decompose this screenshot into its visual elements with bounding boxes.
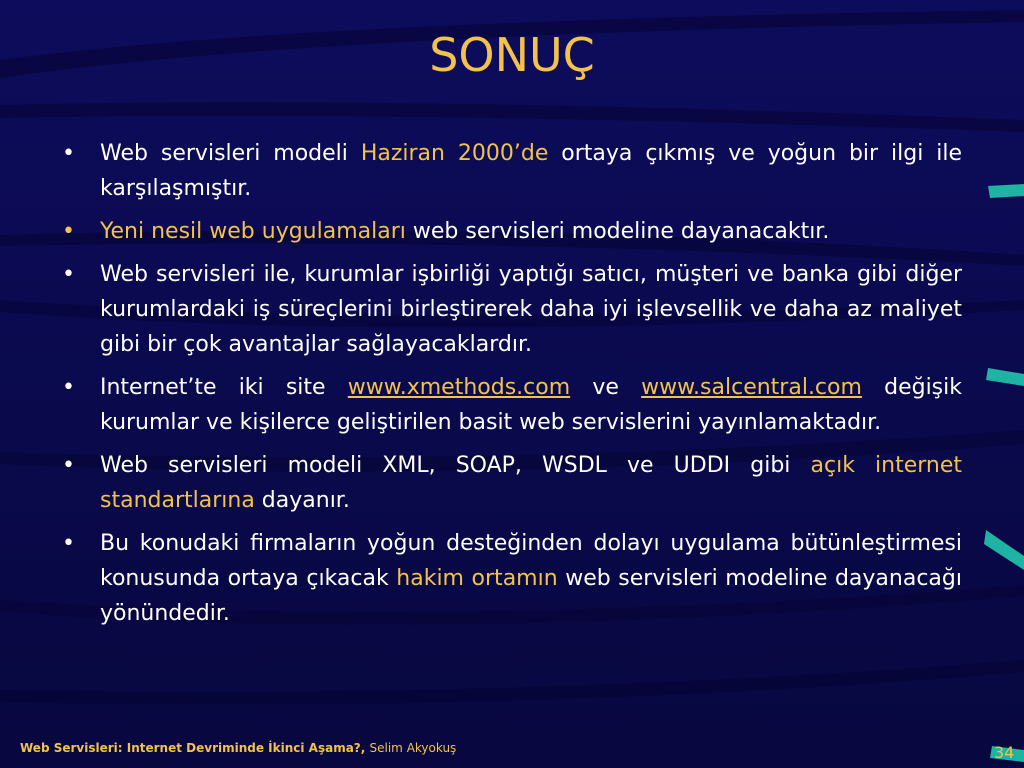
bullet-item [58,136,962,206]
bullet-text: dayanır. [254,488,350,513]
bullet-item [58,214,962,249]
footer-title: Web Servisleri: Internet Devriminde İkinci Aşama? [20,741,361,755]
bullet-text: Internet’te iki site [100,375,348,400]
bullet-text: Web servisleri ile, kurumlar işbirliği yaptığı satıcı, müşteri ve banka gibi diğer kurumlardaki iş süreçlerini birleştirerek daha iyi işlevsellik ve daha az maliyet gibi bir çok avantajlar sağlayacaklardır. [100,262,962,357]
highlighted-text: Haziran 2000’de [360,141,549,166]
bullet-item [58,448,962,518]
bullet-marker: • [62,375,75,400]
bullet-item [58,370,962,440]
highlighted-text: açık internet standartlarına [100,453,963,513]
bullet-marker: • [62,453,75,478]
bullet-item [58,526,962,631]
bullet-text: Web servisleri modeli [100,141,361,166]
footer-separator: , [360,741,370,755]
highlighted-text: Yeni nesil web uygulamaları [100,219,406,244]
slide-title: SONUÇ [429,28,595,82]
bullet-text: Web servisleri modeli XML, SOAP, WSDL ve UDDI gibi [100,453,811,478]
bullet-marker: • [62,531,75,556]
bullet-text: ve [570,375,642,400]
bullet-text: web servisleri modeline dayanacaktır. [405,219,830,244]
bullet-marker: • [62,141,75,166]
bullet-text: Bu konudaki firmaların yoğun desteğinden dolayı uygulama bütünleştirmesi konusunda ortaya çıkacak [100,531,962,591]
footer-author: Selim Akyokuş [369,741,457,755]
highlighted-text: hakim ortamın [396,566,558,591]
footer [20,741,456,755]
bullet-item [58,257,962,362]
bullet-text: ortaya çıkmış ve yoğun bir ilgi ile karşılaşmıştır. [100,141,962,201]
bullet-list [58,136,962,639]
site-link[interactable]: www.salcentral.com [641,375,862,400]
bullet-text: web servisleri modeline dayanacağı yönündedir. [100,566,962,626]
site-link[interactable]: www.xmethods.com [347,375,571,400]
page-number: 34 [994,743,1015,762]
bullet-marker: • [62,262,75,287]
bullet-text: değişik kurumlar ve kişilerce geliştirilen basit web servislerini yayınlamaktadır. [100,375,962,435]
bullet-marker: • [62,219,75,244]
